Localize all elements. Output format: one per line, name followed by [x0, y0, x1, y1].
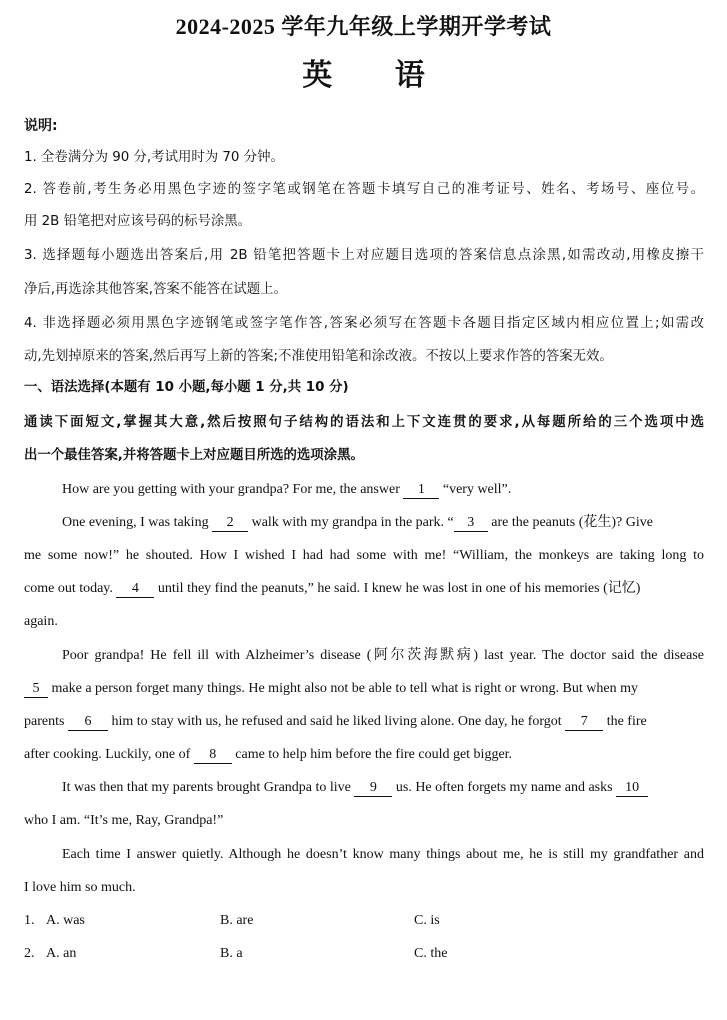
notes-heading: 说明:	[24, 118, 58, 134]
passage-p3-line-4: after cooking. Luckily, one of 8 came to help him before the fire could get bigger.	[24, 747, 513, 762]
passage-p1-line-1: How are you getting with your grandpa? For me, the answer 1 “very well”.	[62, 482, 512, 497]
blank-5: 5	[24, 681, 48, 698]
question-1-options	[24, 911, 704, 931]
subject-title: 英 语	[302, 58, 451, 93]
instruction-line-2: 出一个最佳答案,并将答题卡上对应题目所选的选项涂黑。	[24, 448, 364, 463]
passage-p4-line-1: It was then that my parents brought Grandpa to live 9 us. He often forgets my name and asks 10	[62, 778, 704, 798]
passage-p2-line-2: me some now!” he shouted. How I wished I had had some with me! “William, the monkeys are taking long to	[24, 548, 704, 563]
blank-1: 1	[403, 482, 439, 499]
passage-p4-line-2: who I am. “It’s me, Ray, Grandpa!”	[24, 813, 224, 828]
question-number: 2.	[24, 946, 35, 961]
section-heading: 一、语法选择(本题有 10 小题,每小题 1 分,共 10 分)	[24, 380, 349, 395]
blank-2: 2	[212, 515, 248, 532]
blank-7: 7	[565, 714, 603, 731]
blank-9: 9	[354, 780, 392, 797]
passage-p2-line-1: One evening, I was taking 2 walk with my grandpa in the park. “ 3 are the peanuts (花生)? Give	[62, 515, 653, 530]
note-line-5: 净后,再选涂其他答案,答案不能答在试题上。	[24, 282, 287, 297]
passage-p2-line-3: come out today. 4 until they find the peanuts,” he said. I knew he was lost in one of his memories (记忆)	[24, 581, 641, 596]
option-c: C. the	[414, 946, 448, 961]
blank-6: 6	[68, 714, 108, 731]
question-number: 1.	[24, 913, 35, 928]
note-line-2: 2. 答卷前,考生务必用黑色字迹的签字笔或钢笔在答题卡填写自己的准考证号、姓名、考场号、座位号。	[24, 182, 704, 197]
option-c: C. is	[414, 913, 440, 928]
option-a: A. was	[46, 913, 85, 928]
option-b: B. a	[220, 946, 243, 961]
question-2-options	[24, 944, 704, 964]
blank-4: 4	[116, 581, 154, 598]
option-b: B. are	[220, 913, 254, 928]
blank-10: 10	[616, 780, 648, 797]
note-line-6: 4. 非选择题必须用黑色字迹钢笔或签字笔作答,答案必须写在答题卡各题目指定区域内相应位置上;如需改	[24, 316, 704, 331]
note-line-4: 3. 选择题每小题选出答案后,用 2B 铅笔把答题卡上对应题目选项的答案信息点涂黑,如需改动,用橡皮擦干	[24, 248, 704, 263]
passage-p3-line-2: 5 make a person forget many things. He might also not be able to tell what is right or wrong. But when my	[24, 679, 704, 699]
note-line-7: 动,先划掉原来的答案,然后再写上新的答案;不准使用铅笔和涂改液。不按以上要求作答的答案无效。	[24, 349, 613, 364]
note-line-1: 1. 全卷满分为 90 分,考试用时为 70 分钟。	[24, 150, 284, 165]
option-a: A. an	[46, 946, 77, 961]
exam-title: 2024-2025 学年九年级上学期开学考试	[175, 14, 552, 39]
passage-p2-line-4: again.	[24, 614, 58, 629]
passage-p3-line-1: Poor grandpa! He fell ill with Alzheimer’s disease (阿尔茨海默病) last year. The doctor said the disease	[62, 648, 704, 663]
blank-3: 3	[454, 515, 488, 532]
instruction-line-1: 通读下面短文,掌握其大意,然后按照句子结构的语法和上下文连贯的要求,从每题所给的三个选项中选	[24, 415, 704, 430]
note-line-3: 用 2B 铅笔把对应该号码的标号涂黑。	[24, 214, 252, 229]
passage-p3-line-3: parents 6 him to stay with us, he refused and said he liked living alone. One day, he forgot 7 the fire	[24, 714, 647, 729]
blank-8: 8	[194, 747, 232, 764]
passage-p5-line-1: Each time I answer quietly. Although he doesn’t know many things about me, he is still my grandfather and	[62, 847, 704, 862]
passage-p5-line-2: I love him so much.	[24, 880, 136, 895]
